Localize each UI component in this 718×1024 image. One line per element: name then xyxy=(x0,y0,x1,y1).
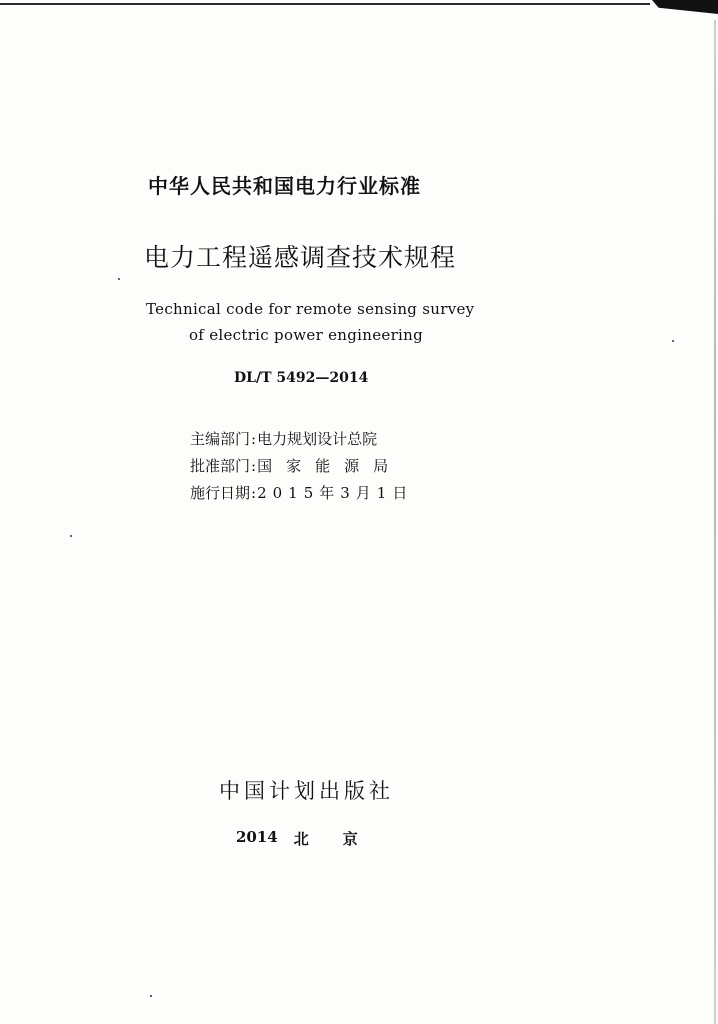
approver-row xyxy=(190,453,413,480)
metadata-block xyxy=(190,426,413,507)
scan-right-edge xyxy=(714,20,716,1024)
publication-year: 2014 xyxy=(236,828,278,846)
effective-date-separator: : xyxy=(251,484,257,502)
scan-speck xyxy=(150,995,152,997)
publication-city: 北京 xyxy=(293,830,392,848)
standard-code: DL/T 5492—2014 xyxy=(234,370,369,386)
standard-category: 中华人民共和国电力行业标准 xyxy=(148,174,421,198)
editor-row xyxy=(190,426,413,453)
title-english-line-2: of electric power engineering xyxy=(188,326,424,344)
publication-place xyxy=(236,828,392,849)
effective-date-label: 施行日期 xyxy=(190,484,251,502)
publisher-name: 中国计划出版社 xyxy=(219,779,394,803)
title-chinese: 电力工程遥感调查技术规程 xyxy=(144,243,457,272)
approver-separator: : xyxy=(251,457,257,475)
effective-date-value: 2015年3月1日 xyxy=(257,484,414,502)
approver-label: 批准部门 xyxy=(190,457,251,475)
scan-speck xyxy=(70,535,72,537)
editor-label: 主编部门 xyxy=(190,430,251,448)
scan-top-rule xyxy=(0,3,650,5)
approver-value: 国家能源局 xyxy=(257,457,403,475)
title-english-line-1: Technical code for remote sensing survey xyxy=(146,300,475,318)
editor-value: 电力规划设计总院 xyxy=(257,430,378,448)
effective-date-row xyxy=(190,480,413,507)
title-english xyxy=(146,296,475,348)
scan-speck xyxy=(118,278,120,280)
scan-speck xyxy=(672,340,674,342)
scan-corner-mark xyxy=(652,0,718,14)
editor-separator: : xyxy=(251,430,257,448)
